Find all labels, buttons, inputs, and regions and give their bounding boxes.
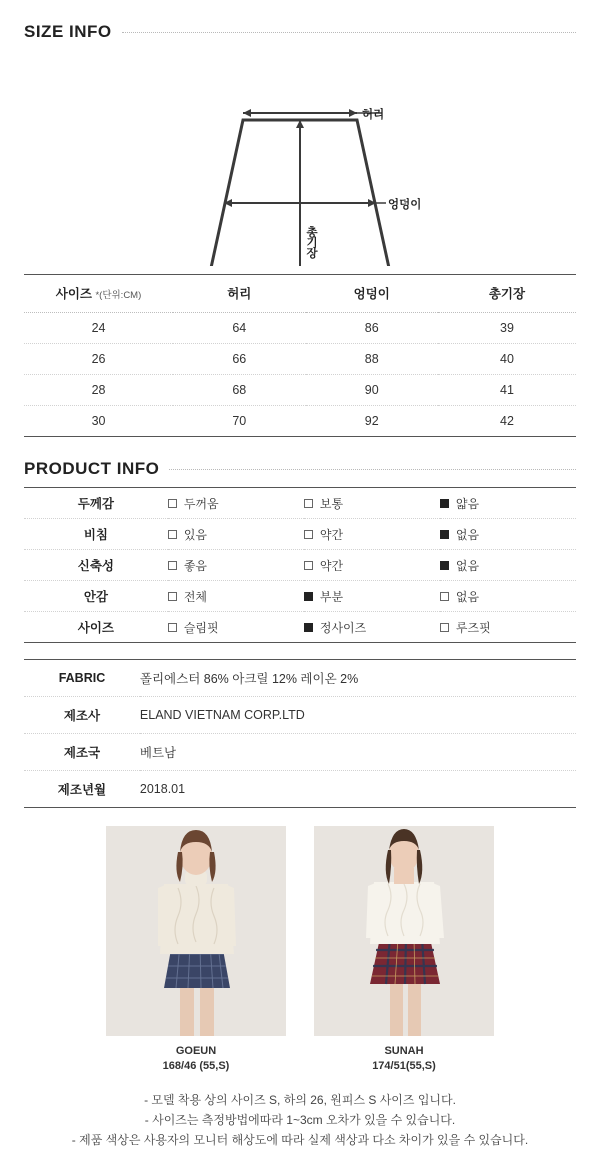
model-spec: 174/51(55,S) — [372, 1060, 436, 1072]
checkbox-icon[interactable] — [304, 623, 313, 632]
option-label: 없음 — [455, 558, 480, 573]
size-table — [24, 274, 576, 437]
model-name: GOEUN — [175, 1045, 217, 1057]
size-info-title: SIZE INFO — [24, 22, 112, 41]
fabric-value: 2018.01 — [140, 771, 576, 808]
table-row — [24, 697, 576, 734]
model-gallery — [0, 826, 600, 1074]
product-info-option[interactable] — [304, 581, 440, 612]
size-cell: 42 — [438, 406, 576, 437]
model-photo-sunah — [314, 826, 494, 1036]
option-label: 전체 — [183, 589, 207, 604]
size-cell: 66 — [173, 344, 305, 375]
option-label: 부분 — [319, 589, 344, 604]
fabric-info-table — [24, 659, 576, 808]
table-row — [24, 344, 576, 375]
option-label: 보통 — [319, 496, 344, 511]
fabric-label: FABRIC — [24, 660, 140, 697]
skirt-diagram-svg — [0, 48, 600, 266]
size-table-header-waist: 허리 — [173, 275, 305, 313]
option-label: 약간 — [319, 558, 344, 573]
size-cell: 28 — [24, 375, 173, 406]
fabric-value: 폴리에스터 86% 아크릴 12% 레이온 2% — [140, 660, 576, 697]
product-info-option[interactable] — [304, 519, 440, 550]
product-info-option[interactable] — [304, 550, 440, 581]
checkbox-icon[interactable] — [440, 499, 449, 508]
product-info-option[interactable] — [168, 519, 304, 550]
checkbox-icon[interactable] — [440, 623, 449, 632]
checkbox-icon[interactable] — [304, 561, 313, 570]
option-label: 좋음 — [183, 558, 207, 573]
model-illustration — [314, 826, 494, 1036]
checkbox-icon[interactable] — [304, 592, 313, 601]
checkbox-icon[interactable] — [168, 530, 177, 539]
diagram-label-hip: 엉덩이 — [388, 199, 422, 211]
model-illustration — [106, 826, 286, 1036]
checkbox-icon[interactable] — [168, 499, 177, 508]
option-label: 정사이즈 — [319, 620, 367, 635]
model-name: SUNAH — [384, 1045, 424, 1057]
checkbox-icon[interactable] — [304, 530, 313, 539]
size-cell: 64 — [173, 313, 305, 344]
size-cell: 92 — [306, 406, 438, 437]
model-photo-goeun — [106, 826, 286, 1036]
product-info-header — [0, 459, 600, 479]
option-label: 루즈핏 — [455, 620, 491, 635]
size-info-header — [0, 22, 600, 42]
size-table-unit-note: *(단위:CM) — [95, 290, 142, 301]
size-cell: 24 — [24, 313, 173, 344]
product-info-option[interactable] — [304, 612, 440, 643]
product-info-option[interactable] — [168, 612, 304, 643]
product-info-table — [24, 487, 576, 643]
size-cell: 86 — [306, 313, 438, 344]
checkbox-icon[interactable] — [440, 592, 449, 601]
diagram-label-length: 총기장 — [305, 226, 317, 258]
size-cell: 39 — [438, 313, 576, 344]
diagram-label-waist: 허리 — [362, 109, 385, 121]
checkbox-icon[interactable] — [168, 623, 177, 632]
checkbox-icon[interactable] — [168, 592, 177, 601]
fabric-label: 제조국 — [24, 734, 140, 771]
size-cell: 40 — [438, 344, 576, 375]
table-row — [24, 660, 576, 697]
option-label: 없음 — [455, 589, 480, 604]
table-row — [24, 519, 576, 550]
option-label: 약간 — [319, 527, 344, 542]
size-table-header-size: 사이즈 *(단위:CM) — [24, 275, 173, 313]
fabric-info-block — [0, 659, 600, 808]
product-info-option[interactable] — [440, 519, 576, 550]
fabric-label: 제조년월 — [24, 771, 140, 808]
product-info-block — [0, 487, 600, 643]
product-info-label: 비침 — [24, 519, 168, 550]
fabric-value: 베트남 — [140, 734, 576, 771]
product-info-option[interactable] — [304, 488, 440, 519]
product-info-option[interactable] — [168, 488, 304, 519]
product-info-option[interactable] — [168, 581, 304, 612]
note-line: - 모델 착용 상의 사이즈 S, 하의 26, 원피스 S 사이즈 입니다. — [144, 1093, 456, 1107]
table-row — [24, 313, 576, 344]
notes-block — [0, 1090, 600, 1164]
model-card-sunah — [314, 826, 494, 1074]
size-cell: 88 — [306, 344, 438, 375]
model-caption-sunah — [314, 1044, 494, 1074]
product-info-option[interactable] — [168, 550, 304, 581]
size-table-block — [0, 274, 600, 437]
option-label: 얇음 — [455, 496, 480, 511]
product-detail-page — [0, 22, 600, 1147]
size-cell: 70 — [173, 406, 305, 437]
fabric-label: 제조사 — [24, 697, 140, 734]
table-row — [24, 771, 576, 808]
table-row — [24, 734, 576, 771]
fabric-value: ELAND VIETNAM CORP.LTD — [140, 697, 576, 734]
size-cell: 41 — [438, 375, 576, 406]
model-caption-goeun — [106, 1044, 286, 1074]
option-label: 두꺼움 — [183, 496, 219, 511]
table-row — [24, 406, 576, 437]
skirt-measurement-diagram — [0, 48, 600, 266]
product-info-label: 신축성 — [24, 550, 168, 581]
size-table-header-length: 총기장 — [438, 275, 576, 313]
option-label: 있음 — [183, 527, 207, 542]
table-row — [24, 581, 576, 612]
header-divider — [169, 469, 576, 470]
size-cell: 68 — [173, 375, 305, 406]
checkbox-icon[interactable] — [440, 561, 449, 570]
model-card-goeun — [106, 826, 286, 1074]
product-info-title: PRODUCT INFO — [24, 459, 160, 478]
header-divider — [122, 32, 576, 33]
size-table-header-row — [24, 275, 576, 313]
product-info-label: 안감 — [24, 581, 168, 612]
product-info-option[interactable] — [440, 581, 576, 612]
table-row — [24, 550, 576, 581]
model-spec: 168/46 (55,S) — [162, 1060, 230, 1072]
option-label: 슬림핏 — [183, 620, 219, 635]
note-line: - 사이즈는 측정방법에따라 1~3cm 오차가 있을 수 있습니다. — [144, 1113, 456, 1127]
checkbox-icon[interactable] — [168, 561, 177, 570]
size-cell: 30 — [24, 406, 173, 437]
product-info-label: 사이즈 — [24, 612, 168, 643]
product-info-option[interactable] — [440, 612, 576, 643]
size-cell: 26 — [24, 344, 173, 375]
option-label: 없음 — [455, 527, 480, 542]
table-row — [24, 375, 576, 406]
checkbox-icon[interactable] — [440, 530, 449, 539]
size-cell: 90 — [306, 375, 438, 406]
size-table-header-hip: 엉덩이 — [306, 275, 438, 313]
product-info-label: 두께감 — [24, 488, 168, 519]
table-row — [24, 488, 576, 519]
checkbox-icon[interactable] — [304, 499, 313, 508]
table-row — [24, 612, 576, 643]
product-info-option[interactable] — [440, 550, 576, 581]
note-line: - 제품 색상은 사용자의 모니터 해상도에 따라 실제 색상과 다소 차이가 있을 수 있습니다. — [71, 1133, 529, 1147]
product-info-option[interactable] — [440, 488, 576, 519]
